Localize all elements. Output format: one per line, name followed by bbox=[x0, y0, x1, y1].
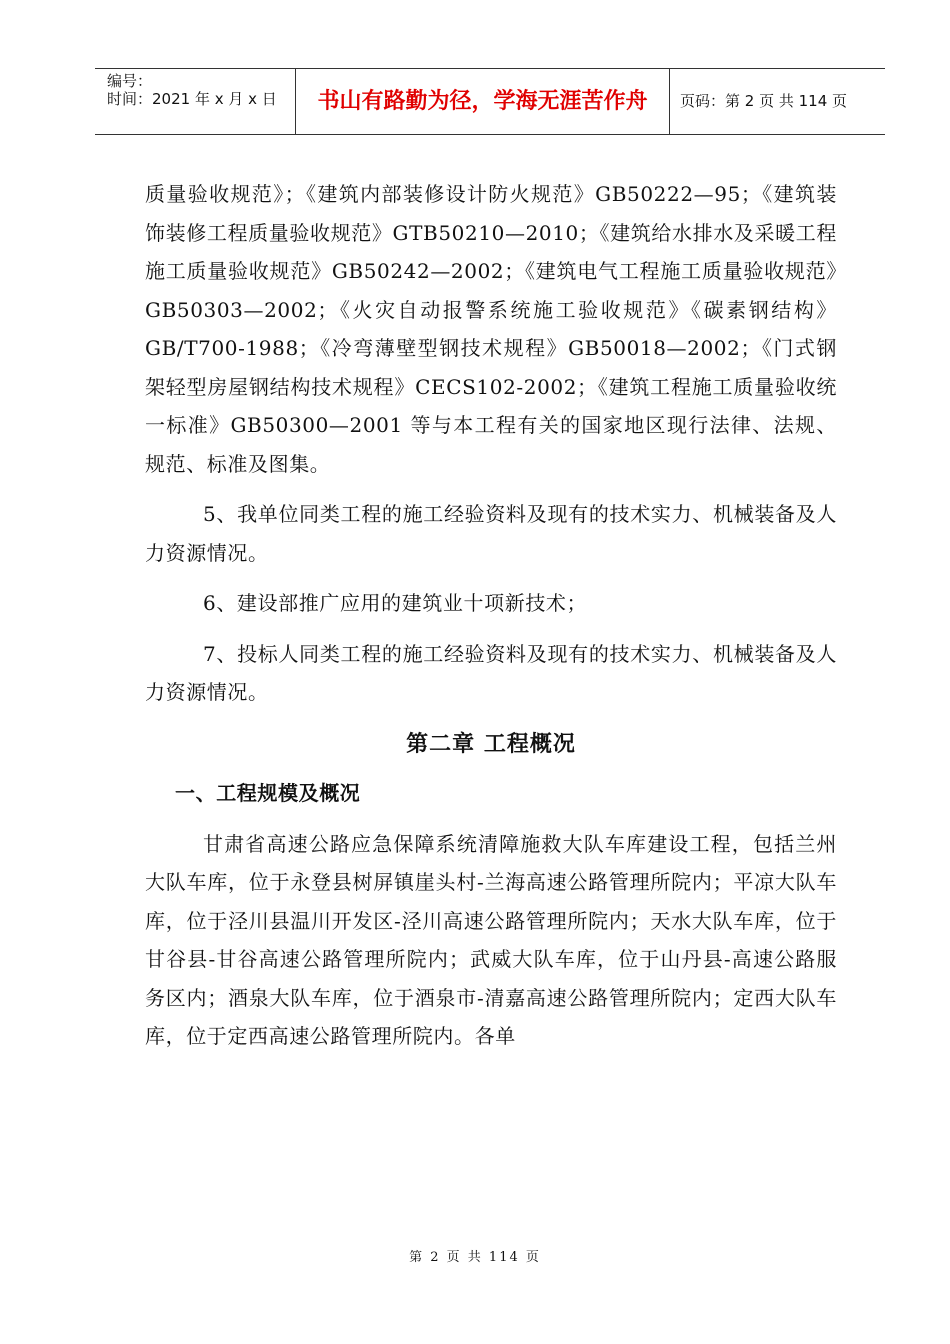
page-header bbox=[95, 68, 885, 135]
overview-paragraph: 甘肃省高速公路应急保障系统清障施救大队车库建设工程，包括兰州大队车库，位于永登县树屏镇崖头村-兰海高速公路管理所院内；平凉大队车库，位于泾川县温川开发区-泾川高速公路管理所院内；天水大队车库，位于甘谷县-甘谷高速公路管理所院内；武威大队车库，位于山丹县-高速公路服务区内；酒泉大队车库，位于酒泉市-清嘉高速公路管理所院内；定西大队车库，位于定西高速公路管理所院内。各单 bbox=[145, 831, 837, 1048]
document-number-label: 编号： bbox=[107, 72, 153, 90]
header-motto: 书山有路勤为径，学海无涯苦作舟 bbox=[296, 69, 670, 134]
list-item-7: 7、投标人同类工程的施工经验资料及现有的技术实力、机械装备及人力资源情况。 bbox=[145, 641, 837, 704]
standards-paragraph: 质量验收规范》；《建筑内部装修设计防火规范》GB50222—95；《建筑装饰装修工程质量验收规范》GTB50210—2010；《建筑给水排水及采暖工程施工质量验收规范》GB50242—2002；《建筑电气工程施工质量验收规范》GB50303—2002；《火灾自动报警系统施工验收规范》《碳素钢结构》GB/T700-1988；《冷弯薄壁型钢技术规程》GB50018—2002；《门式钢架轻型房屋钢结构技术规程》CECS102-2002；《建筑工程施工质量验收统一标准》GB50300—2001 等与本工程有关的国家地区现行法律、法规、规范、标准及图集。 bbox=[145, 182, 837, 476]
page-footer: 第 2 页 共 114 页 bbox=[409, 1250, 541, 1265]
chapter-title: 第二章 工程概况 bbox=[406, 731, 576, 757]
header-page-info: 页码：第 2 页 共 114 页 bbox=[680, 92, 848, 110]
list-item-5: 5、我单位同类工程的施工经验资料及现有的技术实力、机械装备及人力资源情况。 bbox=[145, 502, 837, 565]
list-item-6: 6、建设部推广应用的建筑业十项新技术； bbox=[203, 591, 588, 615]
document-body bbox=[145, 175, 837, 1056]
header-meta bbox=[95, 69, 296, 134]
document-time-label: 时间：2021 年 x 月 x 日 bbox=[107, 90, 277, 108]
section-title: 一、工程规模及概况 bbox=[175, 781, 361, 805]
